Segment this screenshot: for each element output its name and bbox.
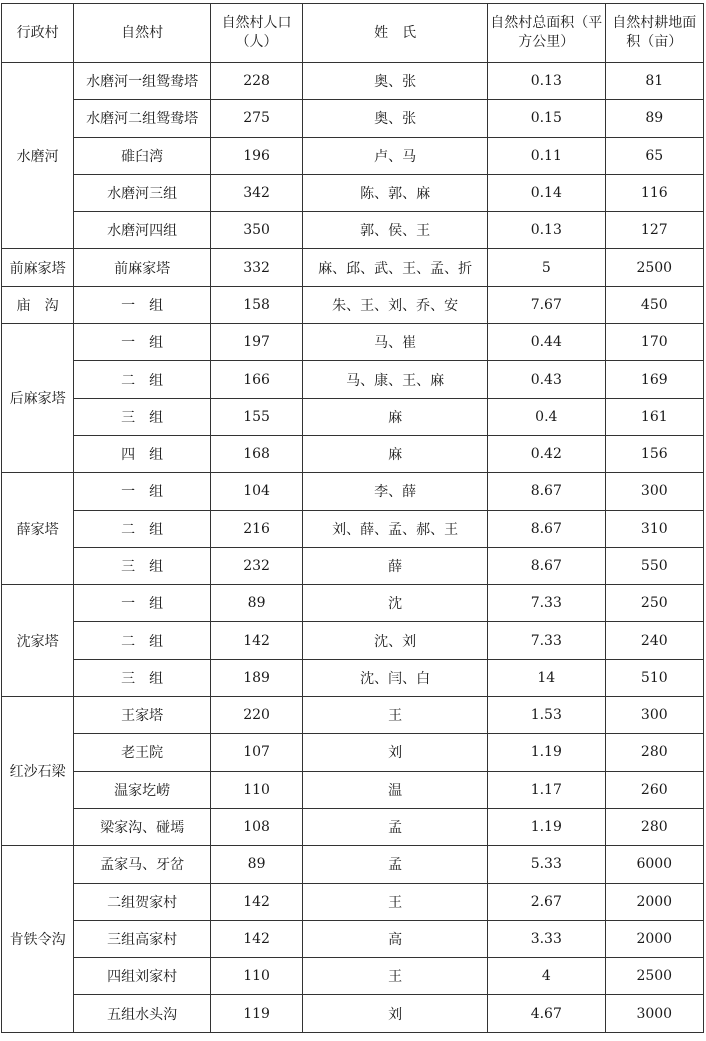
population-cell: 275 — [210, 100, 302, 137]
population-cell: 196 — [210, 137, 302, 174]
table-row — [2, 734, 704, 771]
total-area-cell: 2.67 — [488, 883, 606, 920]
total-area-cell: 8.67 — [488, 510, 606, 547]
header-admin-village: 行政村 — [2, 4, 74, 63]
table-row — [2, 697, 704, 734]
total-area-cell: 7.33 — [488, 585, 606, 622]
header-surnames: 姓 氏 — [303, 4, 488, 63]
surnames-cell: 王 — [303, 883, 488, 920]
surnames-cell: 孟 — [303, 846, 488, 883]
admin-village-cell: 沈家塔 — [2, 585, 74, 697]
natural-village-cell: 一 组 — [74, 473, 211, 510]
population-cell: 168 — [210, 435, 302, 472]
table-row — [2, 361, 704, 398]
header-population: 自然村人口（人） — [210, 4, 302, 63]
natural-village-cell: 一 组 — [74, 286, 211, 323]
surnames-cell: 卢、马 — [303, 137, 488, 174]
total-area-cell: 1.53 — [488, 697, 606, 734]
natural-village-cell: 前麻家塔 — [74, 249, 211, 286]
natural-village-cell: 老王院 — [74, 734, 211, 771]
population-cell: 155 — [210, 398, 302, 435]
farmland-cell: 169 — [605, 361, 703, 398]
surnames-cell: 马、康、王、麻 — [303, 361, 488, 398]
admin-village-cell: 水磨河 — [2, 63, 74, 249]
natural-village-cell: 三 组 — [74, 547, 211, 584]
surnames-cell: 薛 — [303, 547, 488, 584]
surnames-cell: 王 — [303, 697, 488, 734]
table-row — [2, 473, 704, 510]
farmland-cell: 65 — [605, 137, 703, 174]
table-row — [2, 398, 704, 435]
surnames-cell: 孟 — [303, 808, 488, 845]
farmland-cell: 3000 — [605, 995, 703, 1032]
total-area-cell: 1.19 — [488, 808, 606, 845]
surnames-cell: 郭、侯、王 — [303, 212, 488, 249]
total-area-cell: 8.67 — [488, 473, 606, 510]
population-cell: 108 — [210, 808, 302, 845]
surnames-cell: 温 — [303, 771, 488, 808]
surnames-cell: 李、薛 — [303, 473, 488, 510]
table-row — [2, 995, 704, 1032]
total-area-cell: 7.33 — [488, 622, 606, 659]
total-area-cell: 0.15 — [488, 100, 606, 137]
total-area-cell: 5 — [488, 249, 606, 286]
natural-village-cell: 水磨河二组鸳鸯塔 — [74, 100, 211, 137]
farmland-cell: 81 — [605, 63, 703, 100]
header-farmland-area: 自然村耕地面积（亩） — [605, 4, 703, 63]
farmland-cell: 510 — [605, 659, 703, 696]
admin-village-cell: 薛家塔 — [2, 473, 74, 585]
admin-village-cell: 后麻家塔 — [2, 324, 74, 473]
population-cell: 342 — [210, 174, 302, 211]
farmland-cell: 300 — [605, 697, 703, 734]
surnames-cell: 沈、闫、白 — [303, 659, 488, 696]
table-row — [2, 63, 704, 100]
table-row — [2, 174, 704, 211]
table-row — [2, 249, 704, 286]
total-area-cell: 3.33 — [488, 920, 606, 957]
natural-village-cell: 三 组 — [74, 659, 211, 696]
farmland-cell: 156 — [605, 435, 703, 472]
farmland-cell: 2000 — [605, 920, 703, 957]
population-cell: 232 — [210, 547, 302, 584]
total-area-cell: 0.11 — [488, 137, 606, 174]
farmland-cell: 280 — [605, 808, 703, 845]
table-row — [2, 883, 704, 920]
surnames-cell: 陈、郭、麻 — [303, 174, 488, 211]
natural-village-cell: 水磨河四组 — [74, 212, 211, 249]
natural-village-cell: 三组高家村 — [74, 920, 211, 957]
table-row — [2, 286, 704, 323]
population-cell: 228 — [210, 63, 302, 100]
table-row — [2, 137, 704, 174]
population-cell: 104 — [210, 473, 302, 510]
surnames-cell: 朱、王、刘、乔、安 — [303, 286, 488, 323]
header-natural-village: 自然村 — [74, 4, 211, 63]
natural-village-cell: 温家圪崂 — [74, 771, 211, 808]
natural-village-cell: 水磨河三组 — [74, 174, 211, 211]
total-area-cell: 0.4 — [488, 398, 606, 435]
table-body — [2, 63, 704, 1033]
farmland-cell: 260 — [605, 771, 703, 808]
natural-village-cell: 二组贺家村 — [74, 883, 211, 920]
admin-village-cell: 肯铁令沟 — [2, 846, 74, 1032]
natural-village-cell: 四 组 — [74, 435, 211, 472]
natural-village-cell: 二 组 — [74, 510, 211, 547]
farmland-cell: 250 — [605, 585, 703, 622]
total-area-cell: 4 — [488, 958, 606, 995]
total-area-cell: 14 — [488, 659, 606, 696]
farmland-cell: 240 — [605, 622, 703, 659]
surnames-cell: 麻 — [303, 435, 488, 472]
total-area-cell: 4.67 — [488, 995, 606, 1032]
farmland-cell: 310 — [605, 510, 703, 547]
table-row — [2, 846, 704, 883]
total-area-cell: 1.19 — [488, 734, 606, 771]
total-area-cell: 8.67 — [488, 547, 606, 584]
table-header — [2, 4, 704, 63]
surnames-cell: 刘 — [303, 734, 488, 771]
natural-village-cell: 四组刘家村 — [74, 958, 211, 995]
population-cell: 89 — [210, 846, 302, 883]
table-row — [2, 920, 704, 957]
admin-village-cell: 红沙石梁 — [2, 697, 74, 846]
farmland-cell: 161 — [605, 398, 703, 435]
natural-village-cell: 二 组 — [74, 622, 211, 659]
population-cell: 142 — [210, 883, 302, 920]
farmland-cell: 450 — [605, 286, 703, 323]
natural-village-cell: 一 组 — [74, 585, 211, 622]
surnames-cell: 沈、刘 — [303, 622, 488, 659]
table-row — [2, 510, 704, 547]
farmland-cell: 280 — [605, 734, 703, 771]
table-row — [2, 659, 704, 696]
surnames-cell: 马、崔 — [303, 324, 488, 361]
surnames-cell: 奥、张 — [303, 100, 488, 137]
total-area-cell: 0.43 — [488, 361, 606, 398]
header-total-area: 自然村总面积（平方公里） — [488, 4, 606, 63]
population-cell: 89 — [210, 585, 302, 622]
farmland-cell: 300 — [605, 473, 703, 510]
population-cell: 110 — [210, 958, 302, 995]
table-row — [2, 771, 704, 808]
surnames-cell: 高 — [303, 920, 488, 957]
population-cell: 166 — [210, 361, 302, 398]
natural-village-cell: 梁家沟、碰墕 — [74, 808, 211, 845]
surnames-cell: 沈 — [303, 585, 488, 622]
population-cell: 189 — [210, 659, 302, 696]
table-row — [2, 324, 704, 361]
total-area-cell: 0.42 — [488, 435, 606, 472]
table-row — [2, 212, 704, 249]
header-row — [2, 4, 704, 63]
total-area-cell: 0.14 — [488, 174, 606, 211]
total-area-cell: 0.13 — [488, 212, 606, 249]
natural-village-cell: 水磨河一组鸳鸯塔 — [74, 63, 211, 100]
population-cell: 119 — [210, 995, 302, 1032]
natural-village-cell: 碓臼湾 — [74, 137, 211, 174]
table-row — [2, 808, 704, 845]
surnames-cell: 刘、薛、孟、郝、王 — [303, 510, 488, 547]
population-cell: 142 — [210, 622, 302, 659]
table-row — [2, 585, 704, 622]
total-area-cell: 1.17 — [488, 771, 606, 808]
admin-village-cell: 前麻家塔 — [2, 249, 74, 286]
natural-village-cell: 五组水头沟 — [74, 995, 211, 1032]
population-cell: 220 — [210, 697, 302, 734]
farmland-cell: 2500 — [605, 958, 703, 995]
population-cell: 107 — [210, 734, 302, 771]
natural-village-cell: 孟家马、牙岔 — [74, 846, 211, 883]
farmland-cell: 127 — [605, 212, 703, 249]
surnames-cell: 麻 — [303, 398, 488, 435]
farmland-cell: 89 — [605, 100, 703, 137]
population-cell: 142 — [210, 920, 302, 957]
farmland-cell: 6000 — [605, 846, 703, 883]
natural-village-cell: 三 组 — [74, 398, 211, 435]
population-cell: 158 — [210, 286, 302, 323]
farmland-cell: 550 — [605, 547, 703, 584]
table-row — [2, 958, 704, 995]
table-row — [2, 100, 704, 137]
total-area-cell: 0.13 — [488, 63, 606, 100]
population-cell: 350 — [210, 212, 302, 249]
population-cell: 332 — [210, 249, 302, 286]
population-cell: 197 — [210, 324, 302, 361]
table-row — [2, 622, 704, 659]
population-cell: 110 — [210, 771, 302, 808]
surnames-cell: 麻、邱、武、王、孟、折 — [303, 249, 488, 286]
total-area-cell: 7.67 — [488, 286, 606, 323]
natural-village-cell: 王家塔 — [74, 697, 211, 734]
table-row — [2, 435, 704, 472]
surnames-cell: 刘 — [303, 995, 488, 1032]
surnames-cell: 奥、张 — [303, 63, 488, 100]
farmland-cell: 2500 — [605, 249, 703, 286]
natural-village-cell: 一 组 — [74, 324, 211, 361]
farmland-cell: 2000 — [605, 883, 703, 920]
farmland-cell: 170 — [605, 324, 703, 361]
surnames-cell: 王 — [303, 958, 488, 995]
total-area-cell: 5.33 — [488, 846, 606, 883]
farmland-cell: 116 — [605, 174, 703, 211]
total-area-cell: 0.44 — [488, 324, 606, 361]
population-cell: 216 — [210, 510, 302, 547]
village-table — [1, 3, 704, 1033]
admin-village-cell: 庙 沟 — [2, 286, 74, 323]
table-row — [2, 547, 704, 584]
natural-village-cell: 二 组 — [74, 361, 211, 398]
